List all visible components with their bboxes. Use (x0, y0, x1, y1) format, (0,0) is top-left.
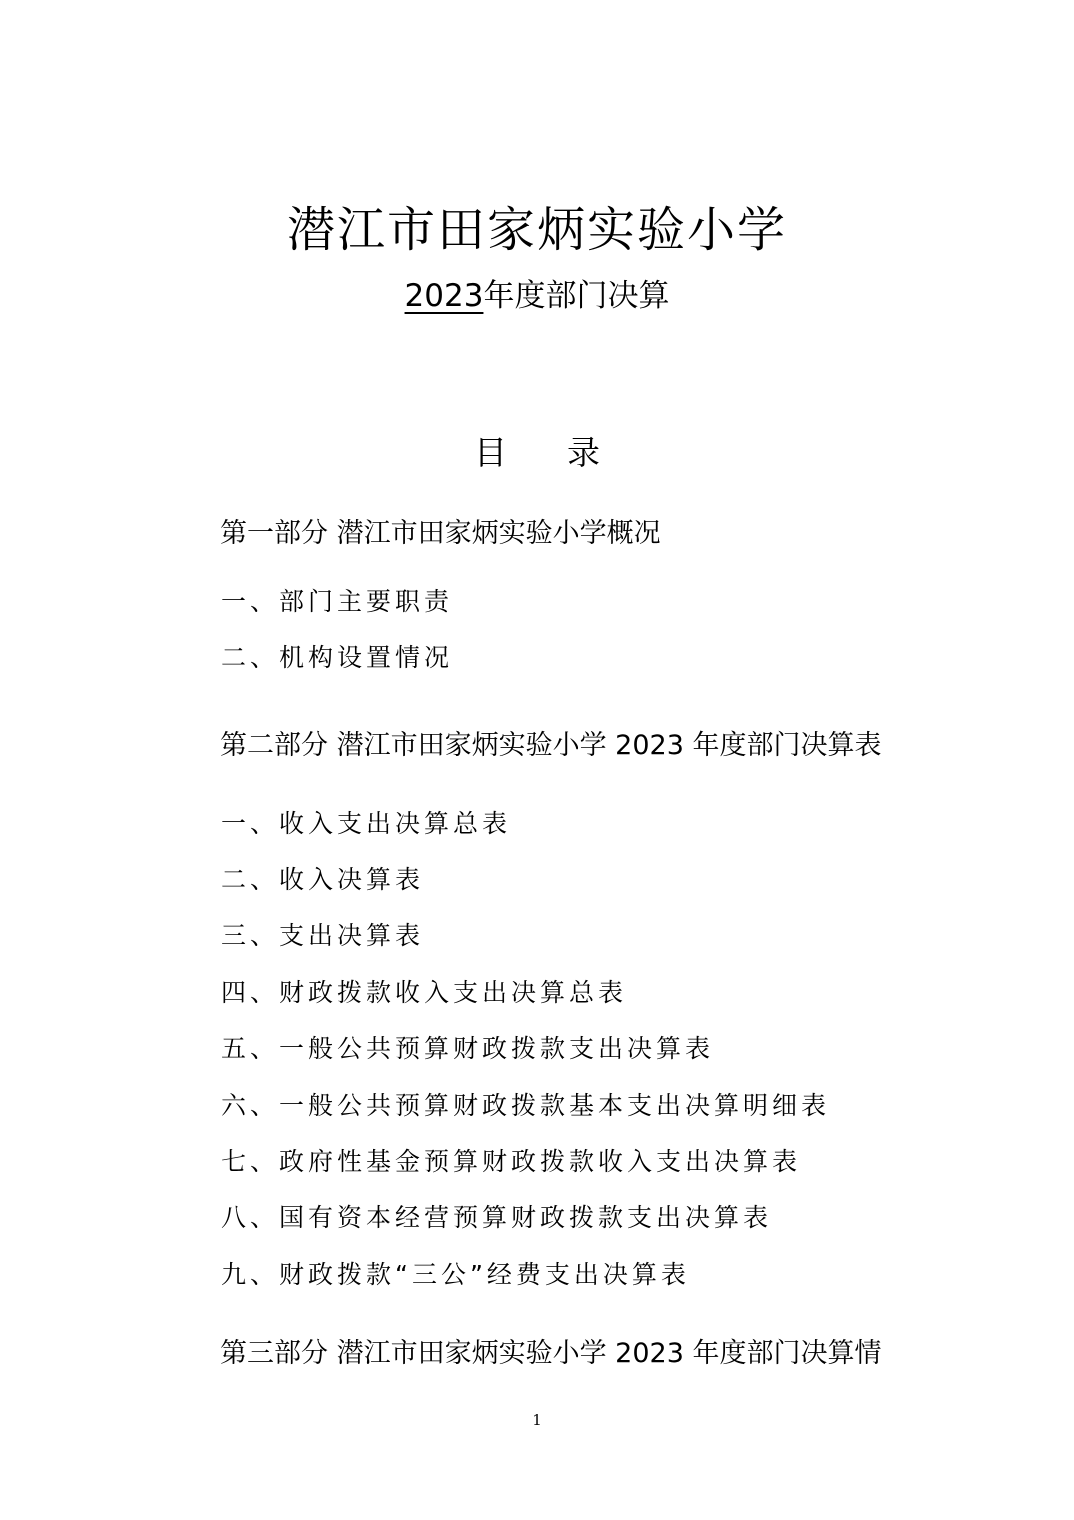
document-title: 潜江市田家炳实验小学 (286, 202, 787, 258)
toc-heading (0, 428, 1074, 478)
toc-part-2-item: 九、财政拨款“三公”经费支出决算表 (221, 1260, 690, 1289)
subtitle-text: 年度部门决算 (483, 278, 670, 314)
toc-heading-second-char: 录 (567, 433, 600, 472)
toc-part-2-item: 一、收入支出决算总表 (221, 809, 512, 838)
toc-part-2-item: 七、政府性基金预算财政拨款收入支出决算表 (221, 1147, 802, 1176)
toc-part-1-item: 一、部门主要职责 (221, 587, 454, 616)
toc-part-2-item: 五、一般公共预算财政拨款支出决算表 (221, 1034, 715, 1063)
toc-part-3-title: 第三部分 潜江市田家炳实验小学 2023 年度部门决算情 (220, 1338, 882, 1369)
toc-part-2-item: 四、财政拨款收入支出决算总表 (221, 978, 628, 1007)
toc-part-1-title: 第一部分 潜江市田家炳实验小学概况 (220, 518, 661, 549)
page-number: 1 (532, 1411, 542, 1429)
toc-heading-first-char: 目 (474, 433, 507, 472)
subtitle-year: 2023 (404, 278, 484, 314)
toc-part-2-title: 第二部分 潜江市田家炳实验小学 2023 年度部门决算表 (220, 730, 882, 761)
document-subtitle (0, 274, 1074, 318)
toc-part-2-item: 三、支出决算表 (221, 921, 425, 950)
toc-part-2-item: 八、国有资本经营预算财政拨款支出决算表 (221, 1203, 773, 1232)
toc-part-2-item: 六、一般公共预算财政拨款基本支出决算明细表 (221, 1091, 831, 1120)
toc-part-2-item: 二、收入决算表 (221, 865, 425, 894)
toc-part-1-item: 二、机构设置情况 (221, 643, 454, 672)
